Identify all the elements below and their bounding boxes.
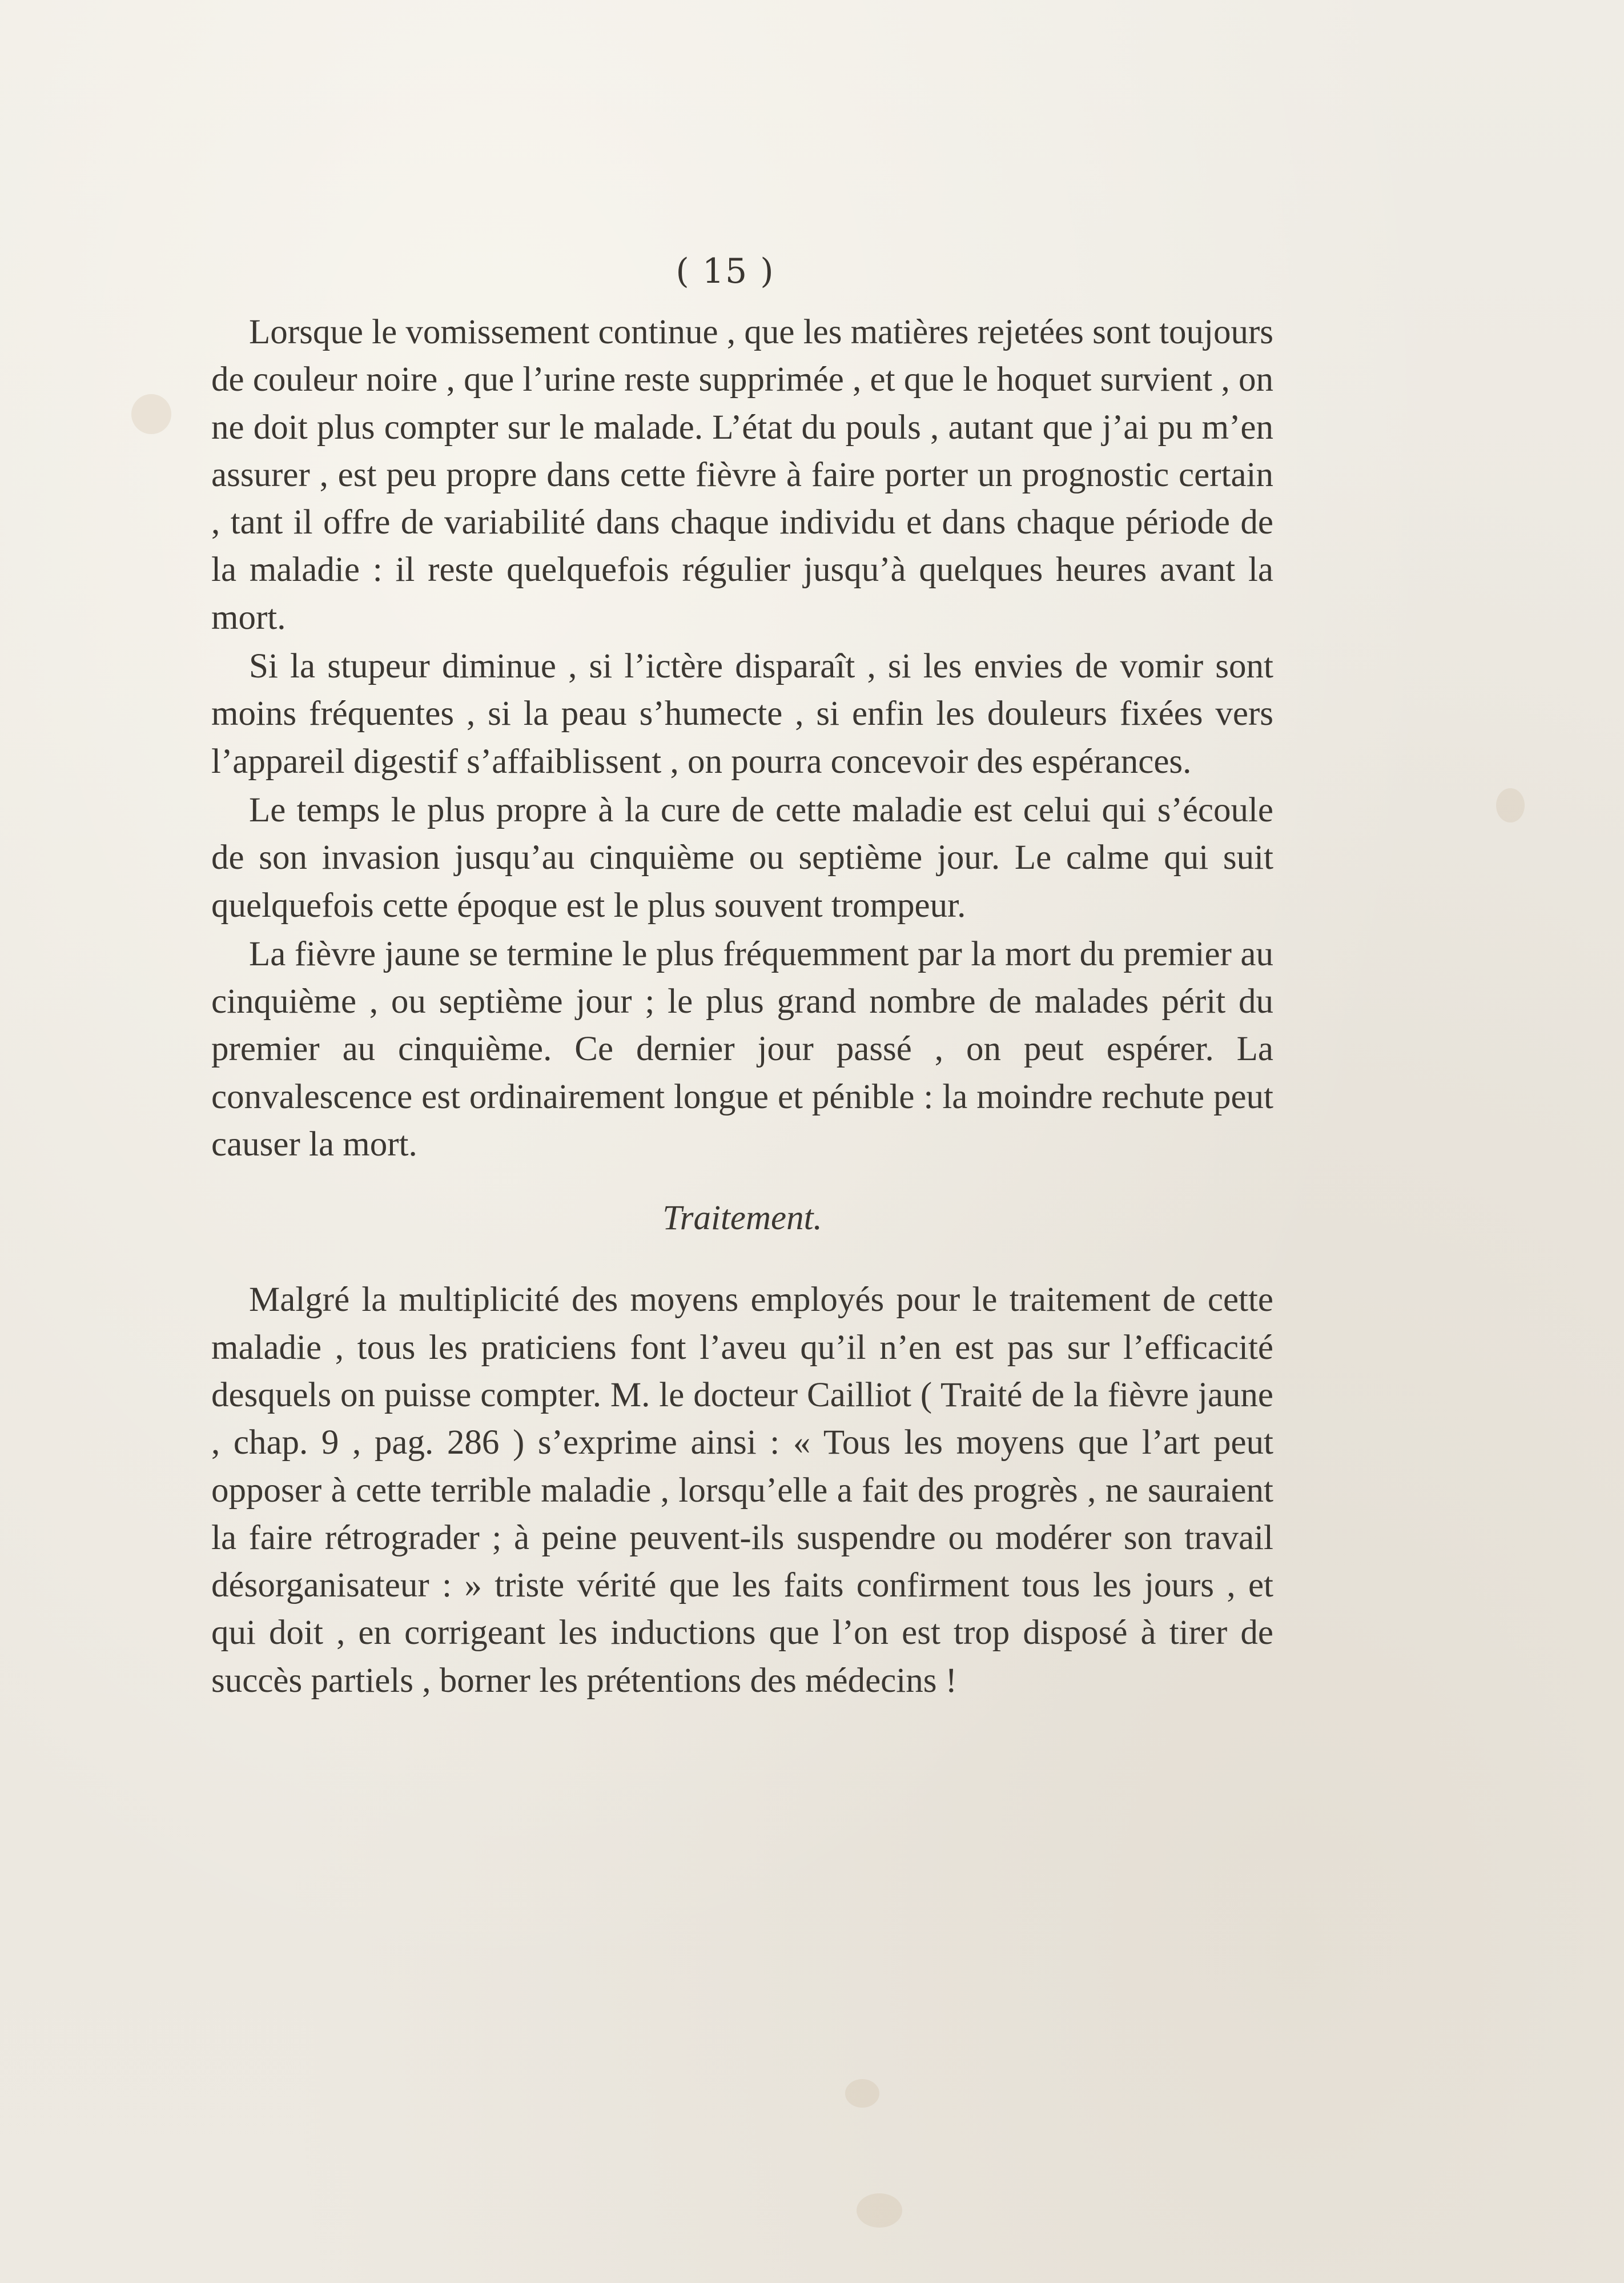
- paragraph-4: La fièvre jaune se termine le plus fréquemment par la mort du premier au cinquième , ou septième jour ; le plus grand nombre de malades périt du premier au cinquième. Ce dernier jour passé , on peut espérer. La convalescence est ordinairement longue et pénible : la moindre rechute peut causer la mort.: [211, 934, 1273, 1164]
- body-text: [211, 308, 1273, 1704]
- paper-stain: [131, 394, 171, 434]
- paper-stain: [845, 2079, 879, 2108]
- paper-stain: [1496, 788, 1525, 822]
- paragraph-1: Lorsque le vomissement continue , que les matières rejetées sont toujours de couleur noire , que l’urine reste supprimée , et que le hoquet survient , on ne doit plus compter sur le malade. L’état du pouls , autant que j’ai pu m’en assurer , est peu propre dans cette fièvre à faire porter un prognostic certain , tant il offre de variabilité dans chaque individu et dans chaque période de la maladie : il reste quelquefois régulier jusqu’à quelques heures avant la mort.: [211, 313, 1273, 637]
- paragraph-5: Malgré la multiplicité des moyens employés pour le traitement de cette maladie , tous les praticiens font l’aveu qu’il n’en est pas sur l’efficacité desquels on puisse compter. M. le docteur Cailliot ( Traité de la fièvre jaune , chap. 9 , pag. 286 ) s’exprime ainsi : « Tous les moyens que l’art peut opposer à cette terrible maladie , lorsqu’elle a fait des progrès , ne sauraient la faire rétrograder ; à peine peuvent-ils suspendre ou modérer son travail désorganisateur : » triste vérité que les faits confirment tous les jours , et qui doit , en corrigeant les inductions que l’on est trop disposé à tirer de succès partiels , borner les prétentions des médecins !: [211, 1281, 1273, 1700]
- paragraph-2: Si la stupeur diminue , si l’ictère disparaît , si les envies de vomir sont moins fréquentes , si la peau s’humecte , si enfin les douleurs fixées vers l’appareil digestif s’affaiblissent , on pourra concevoir des espérances.: [211, 647, 1273, 781]
- paper-stain: [857, 2193, 902, 2228]
- page-number: ( 15 ): [676, 251, 775, 291]
- paragraph-3: Le temps le plus propre à la cure de cette maladie est celui qui s’écoule de son invasion jusqu’au cinquième ou septième jour. Le calme qui suit quelquefois cette époque est le plus souvent trompeur.: [211, 791, 1273, 925]
- section-heading: Traitement.: [662, 1199, 822, 1238]
